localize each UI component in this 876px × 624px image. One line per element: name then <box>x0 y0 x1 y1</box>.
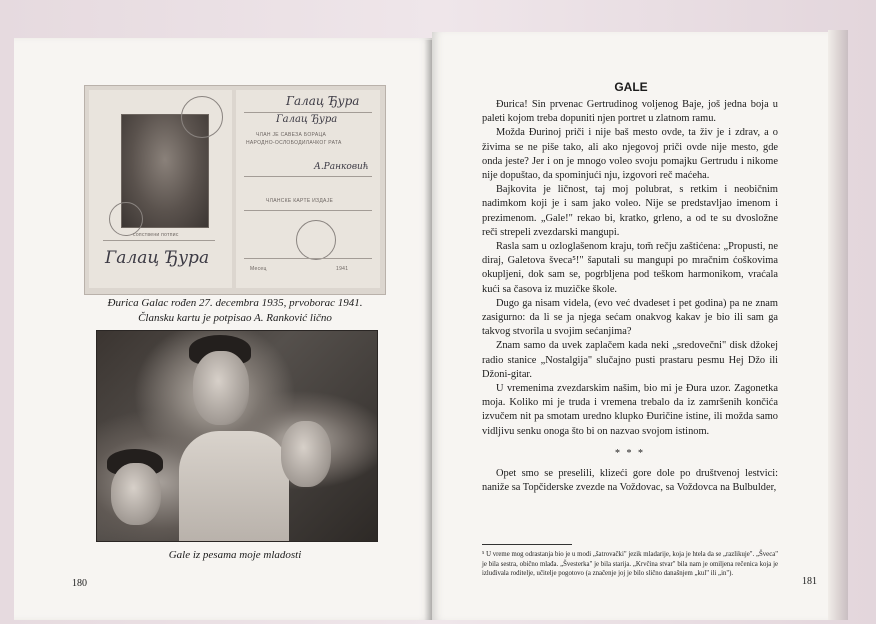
paragraph: Đurica! Sin prvenac Gertrudinog voljenog Baje, još jedna boja u paleti kojom treba dopuniti njen portret u zlatnom ramu. <box>482 99 778 125</box>
paragraph: Dugo ga nisam videla, (evo već dvadeset i pet godina) pa ne znam zasigurno: da li se ja njega sećam onakvog kakav je bio ili sam ga takvog stvorila u svojim sećanjima? <box>482 297 778 338</box>
card-caption-line1: Đurica Galac rođen 27. decembra 1935, prvoborac 1941. <box>107 297 363 309</box>
card-right-half <box>236 90 380 288</box>
photo-figure-shirt <box>179 431 289 541</box>
card-rule <box>244 258 372 259</box>
paragraph: Opet smo se preselili, klizeći gore dole po društvenoj lestvici: naniže sa Topčiderske zvezde na Voždovac, sa Voždovca na Bulbulder, <box>482 468 778 494</box>
card-stamp-text: ЧЛАН ЈЕ САВЕЗА БОРАЦА <box>256 132 327 138</box>
paragraph: Bajkovita je ličnost, taj moj polubrat, s retkim i neobičnim nadimkom koji je i sam jako voleo. Nije se predstavljao imenom i prezimenom. „Gale!" rekao bi, kratko, grleno, a od te su dvosložne reči strepeli zvezdarski mangupi. <box>482 184 778 238</box>
right-page <box>432 32 830 620</box>
chapter-title: GALE <box>614 80 648 94</box>
card-rule <box>244 210 372 211</box>
card-signature-top: Галац Ђура <box>286 94 360 108</box>
card-rule <box>244 176 372 177</box>
photo-caption: Gale iz pesama moje mladosti <box>168 549 302 561</box>
card-left-half <box>89 90 232 288</box>
card-rule <box>244 112 372 113</box>
section-separator: * * * <box>615 447 645 459</box>
stamp-icon <box>296 220 336 260</box>
card-caption-line2: Člansku kartu je potpisao A. Ranković lično <box>138 312 332 324</box>
paragraph: Znam samo da uvek zaplačem kada neki „sredovečni" disk džokej radio stanice „Nostalgija" slučajno pusti prastaru pesmu Hej Džo ili Džoni-gitar. <box>482 340 778 380</box>
card-year: 1941 <box>336 266 349 272</box>
stamp-icon <box>181 96 223 138</box>
photo-figure-face <box>111 463 161 525</box>
card-rule <box>103 240 215 241</box>
card-date-label: Месец <box>250 266 267 272</box>
card-signature-bottom: Галац Ђура <box>105 248 210 268</box>
photo-figure-face <box>281 421 331 487</box>
card-signature-middle: А.Ранковић <box>314 162 369 172</box>
footnote-rule <box>482 544 572 545</box>
photo-label: сопствени потпис <box>133 232 179 238</box>
card-heading: ЧЛАНСКЕ КАРТЕ ИЗДАЈЕ <box>266 198 334 204</box>
paragraph: U vremenima zvezdarskim našim, bio mi je Đura uzor. Zagonetka moja. Koliko mi je truda i vremena trebalo da iz zamršenih končića izvučem nit pa smotam uredno klupko Đuričine istine, ili možda samo vidljivu senku onoga što bi on nazvao svojom istinom. <box>482 383 778 437</box>
card-caption <box>54 296 416 326</box>
footnote: ⁵ U vreme mog odrastanja bio je u modi „šatrovački" jezik mladarije, koja je htela da se „razlikuje". „Šveca" je bila sestra, obično mlađa. „Švesterka" je bila starija. „Krvčina stvar" bila nam je omiljena rečenica koja je izluđivala roditelje, učitelje pogotovo (a značenje joj je bilo slično današnjem „kul" ili „in"). <box>482 551 778 577</box>
membership-card-image <box>84 85 386 295</box>
family-photo <box>96 330 378 542</box>
page-number-left: 180 <box>72 578 87 589</box>
card-signature-top-2: Галац Ђура <box>276 114 338 125</box>
book-page-edges <box>828 30 848 620</box>
stamp-icon <box>109 202 143 236</box>
chapter-body <box>482 98 778 495</box>
card-stamp-text-2: НАРОДНО-ОСЛОБОДИЛАЧКОГ РАТА <box>246 140 342 146</box>
page-number-right: 181 <box>802 576 817 587</box>
left-page <box>14 38 432 620</box>
photo-figure-face <box>193 351 249 425</box>
paragraph: Možda Đurinoj priči i nije baš mesto ovde, ta živ je i zdrav, a o živima se ne piše tako, ali ako njegovoj priči ovde nije mesto, gde onda jeste? Jer i on je mnogo voleo svoju pomajku Gertrudu i nikome nije dopuštao, da spominjući nju, izgovori reč maćeha. <box>482 127 778 182</box>
paragraph: Rasla sam u ozloglašenom kraju, tom̃ rečju zaštićena: „Propusti, ne diraj, Galetova šveca⁵!" šaputali su mangupi po mračnim ćoškovima okupljeni, dok sam se, pogrbljena pod teškom harmonikom, vraćala kući sa časova iz muzičke škole. <box>482 241 778 295</box>
